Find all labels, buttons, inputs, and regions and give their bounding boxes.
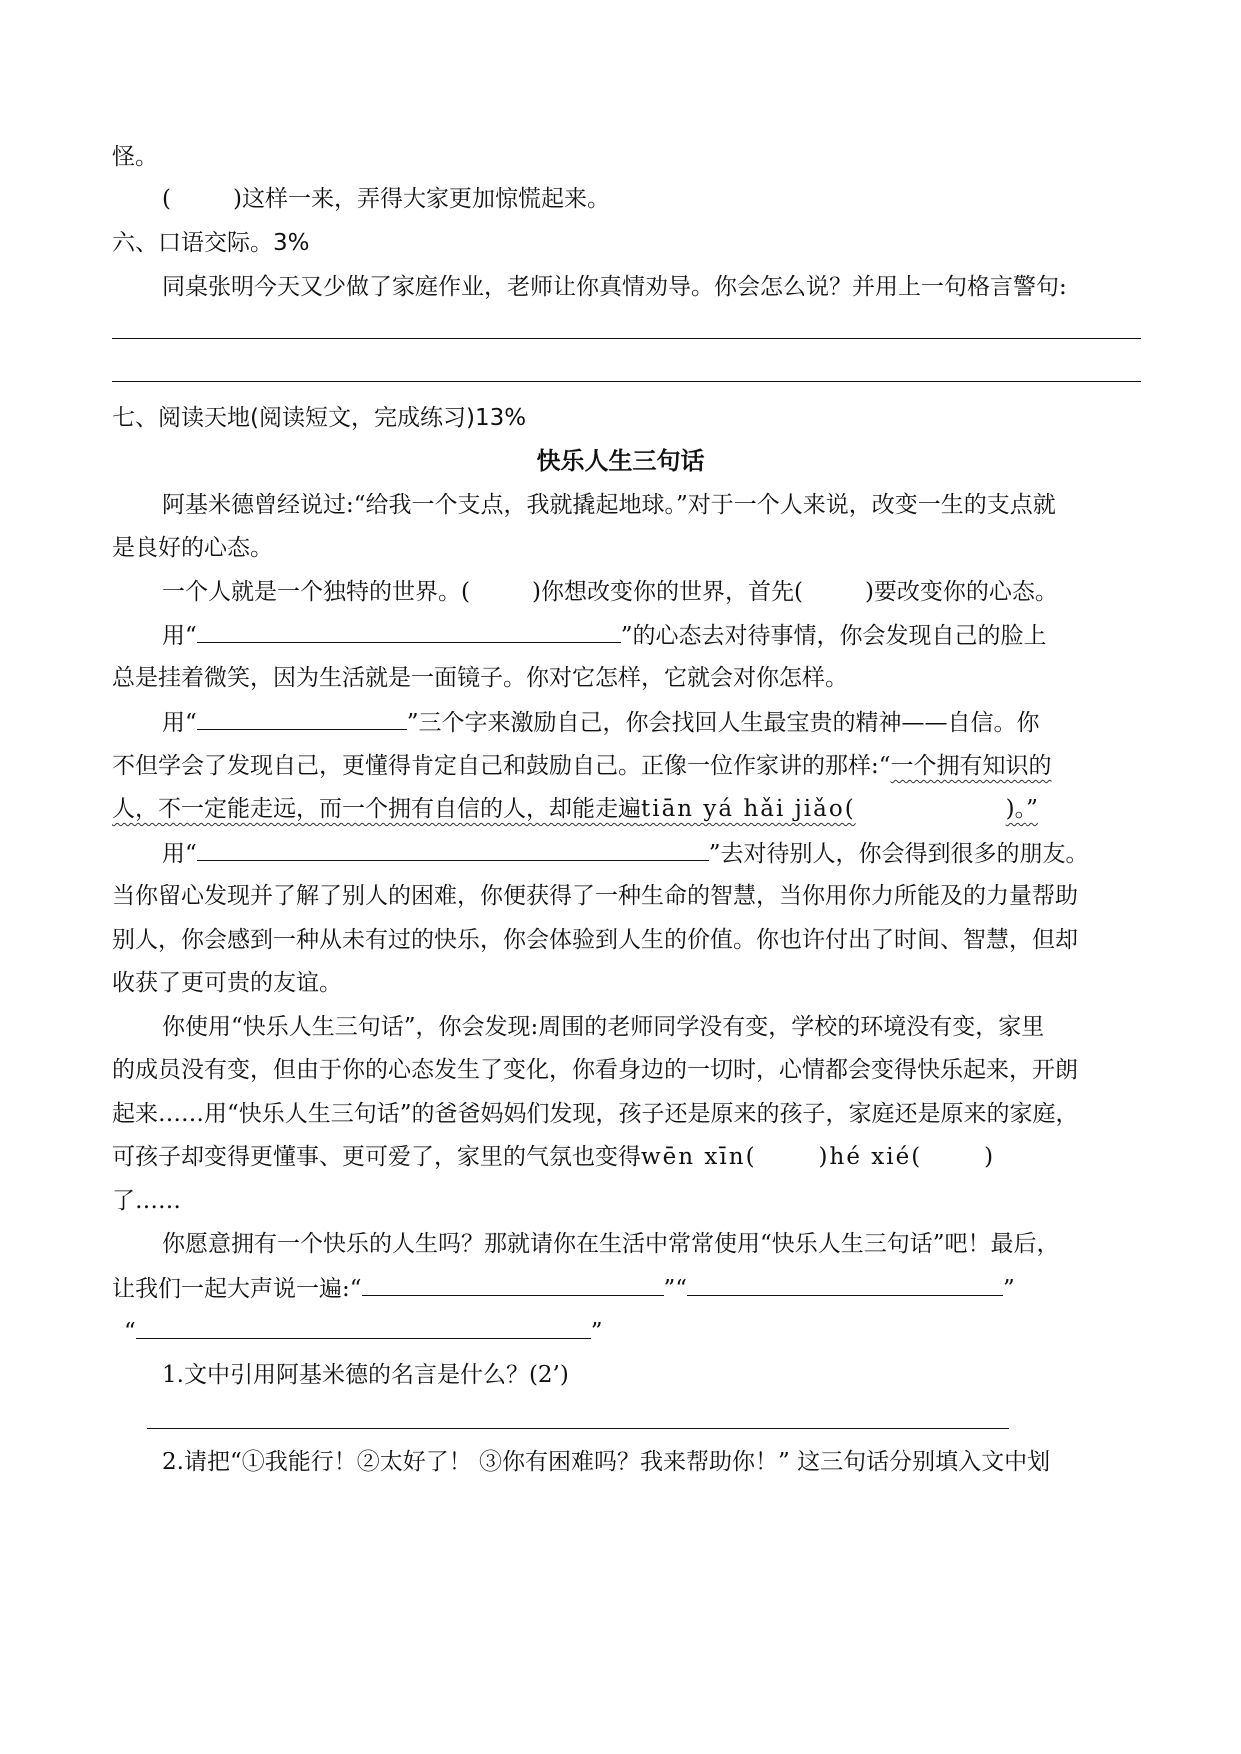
text-line-1: 怪。 (112, 144, 158, 170)
blank-phrase-2[interactable] (197, 707, 407, 730)
para-7-line-3: “ ” (0, 1316, 1241, 1347)
para-2-line-1: 一个人就是一个独特的世界。( )你想改变你的世界，首先( )要改变你的心态。 (162, 579, 1058, 605)
para-7-line-2: 让我们一起大声说一遍:“ ”“ ” (0, 1273, 1241, 1304)
section-6-heading: 六、口语交际。3% (112, 230, 310, 256)
blank-saying-2[interactable] (687, 1273, 1003, 1296)
section-6-question: 同桌张明今天又少做了家庭作业，老师让你真情劝导。你会怎么说？并用上一句格言警句: (162, 274, 1067, 300)
para-4-line-1: 用“ ”三个字来激励自己，你会找回人生最宝贵的精神——自信。你 (0, 707, 1241, 738)
para-5-line-3: 别人，你会感到一种从未有过的快乐，你会体验到人生的价值。你也许付出了时间、智慧，但却 (112, 927, 1078, 953)
question-1: 1.文中引用阿基米德的名言是什么？(2’) (162, 1362, 569, 1388)
para-6-line-3: 起来……用“快乐人生三句话”的爸爸妈妈们发现，孩子还是原来的孩子，家庭还是原来的家庭， (112, 1101, 1079, 1127)
para-6-line-5: 了…… (112, 1188, 181, 1214)
blank-saying-1[interactable] (362, 1273, 664, 1296)
para-5-line-1: 用“ ”去对待别人，你会得到很多的朋友。 (0, 838, 1241, 869)
para-1-line-1: 阿基米德曾经说过:“给我一个支点，我就撬起地球。”对于一个人来说，改变一生的支点就 (162, 492, 1056, 518)
para-4-line-2: 不但学会了发现自己，更懂得肯定自己和鼓励自己。正像一位作家讲的那样:“一个拥有知识的 (112, 753, 1052, 779)
para-5-line-2: 当你留心发现并了解了别人的困难，你便获得了一种生命的智慧，当你用你力所能及的力量帮助 (112, 883, 1078, 909)
para-4-line-3: 人，不一定能走远，而一个拥有自信的人，却能走遍tiān yá hǎi jiǎo( )。” (112, 796, 1038, 822)
blank-saying-3[interactable] (136, 1316, 591, 1339)
blank-phrase-1[interactable] (197, 620, 621, 643)
question-2: 2.请把“①我能行！②太好了！ ③你有困难吗？我来帮助你！” 这三句话分别填入文中划 (162, 1449, 1051, 1475)
para-1-line-2: 是良好的心态。 (112, 535, 273, 561)
answer-line-1[interactable] (112, 338, 1141, 339)
answer-line-2[interactable] (112, 381, 1141, 382)
section-7-heading: 七、阅读天地(阅读短文，完成练习)13% (112, 405, 527, 431)
para-5-line-4: 收获了更可贵的友谊。 (112, 970, 342, 996)
passage-title: 快乐人生三句话 (536, 447, 705, 475)
text-line-2: ( )这样一来，弄得大家更加惊慌起来。 (162, 186, 610, 212)
para-3-line-1: 用“ ”的心态去对待事情，你会发现自己的脸上 (0, 620, 1241, 651)
para-7-line-1: 你愿意拥有一个快乐的人生吗？那就请你在生活中常常使用“快乐人生三句话”吧！最后， (162, 1231, 1060, 1257)
para-6-line-4: 可孩子却变得更懂事、更可爱了，家里的气氛也变得wēn xīn( )hé xié( ) (112, 1144, 994, 1170)
blank-phrase-3[interactable] (197, 838, 709, 861)
question-1-answer-line[interactable] (147, 1428, 1009, 1429)
para-3-line-2: 总是挂着微笑，因为生活就是一面镜子。你对它怎样，它就会对你怎样。 (112, 665, 848, 691)
para-6-line-2: 的成员没有变，但由于你的心态发生了变化，你看身边的一切时，心情都会变得快乐起来，开朗 (112, 1057, 1078, 1083)
para-6-line-1: 你使用“快乐人生三句话”，你会发现:周围的老师同学没有变，学校的环境没有变，家里 (162, 1014, 1045, 1040)
